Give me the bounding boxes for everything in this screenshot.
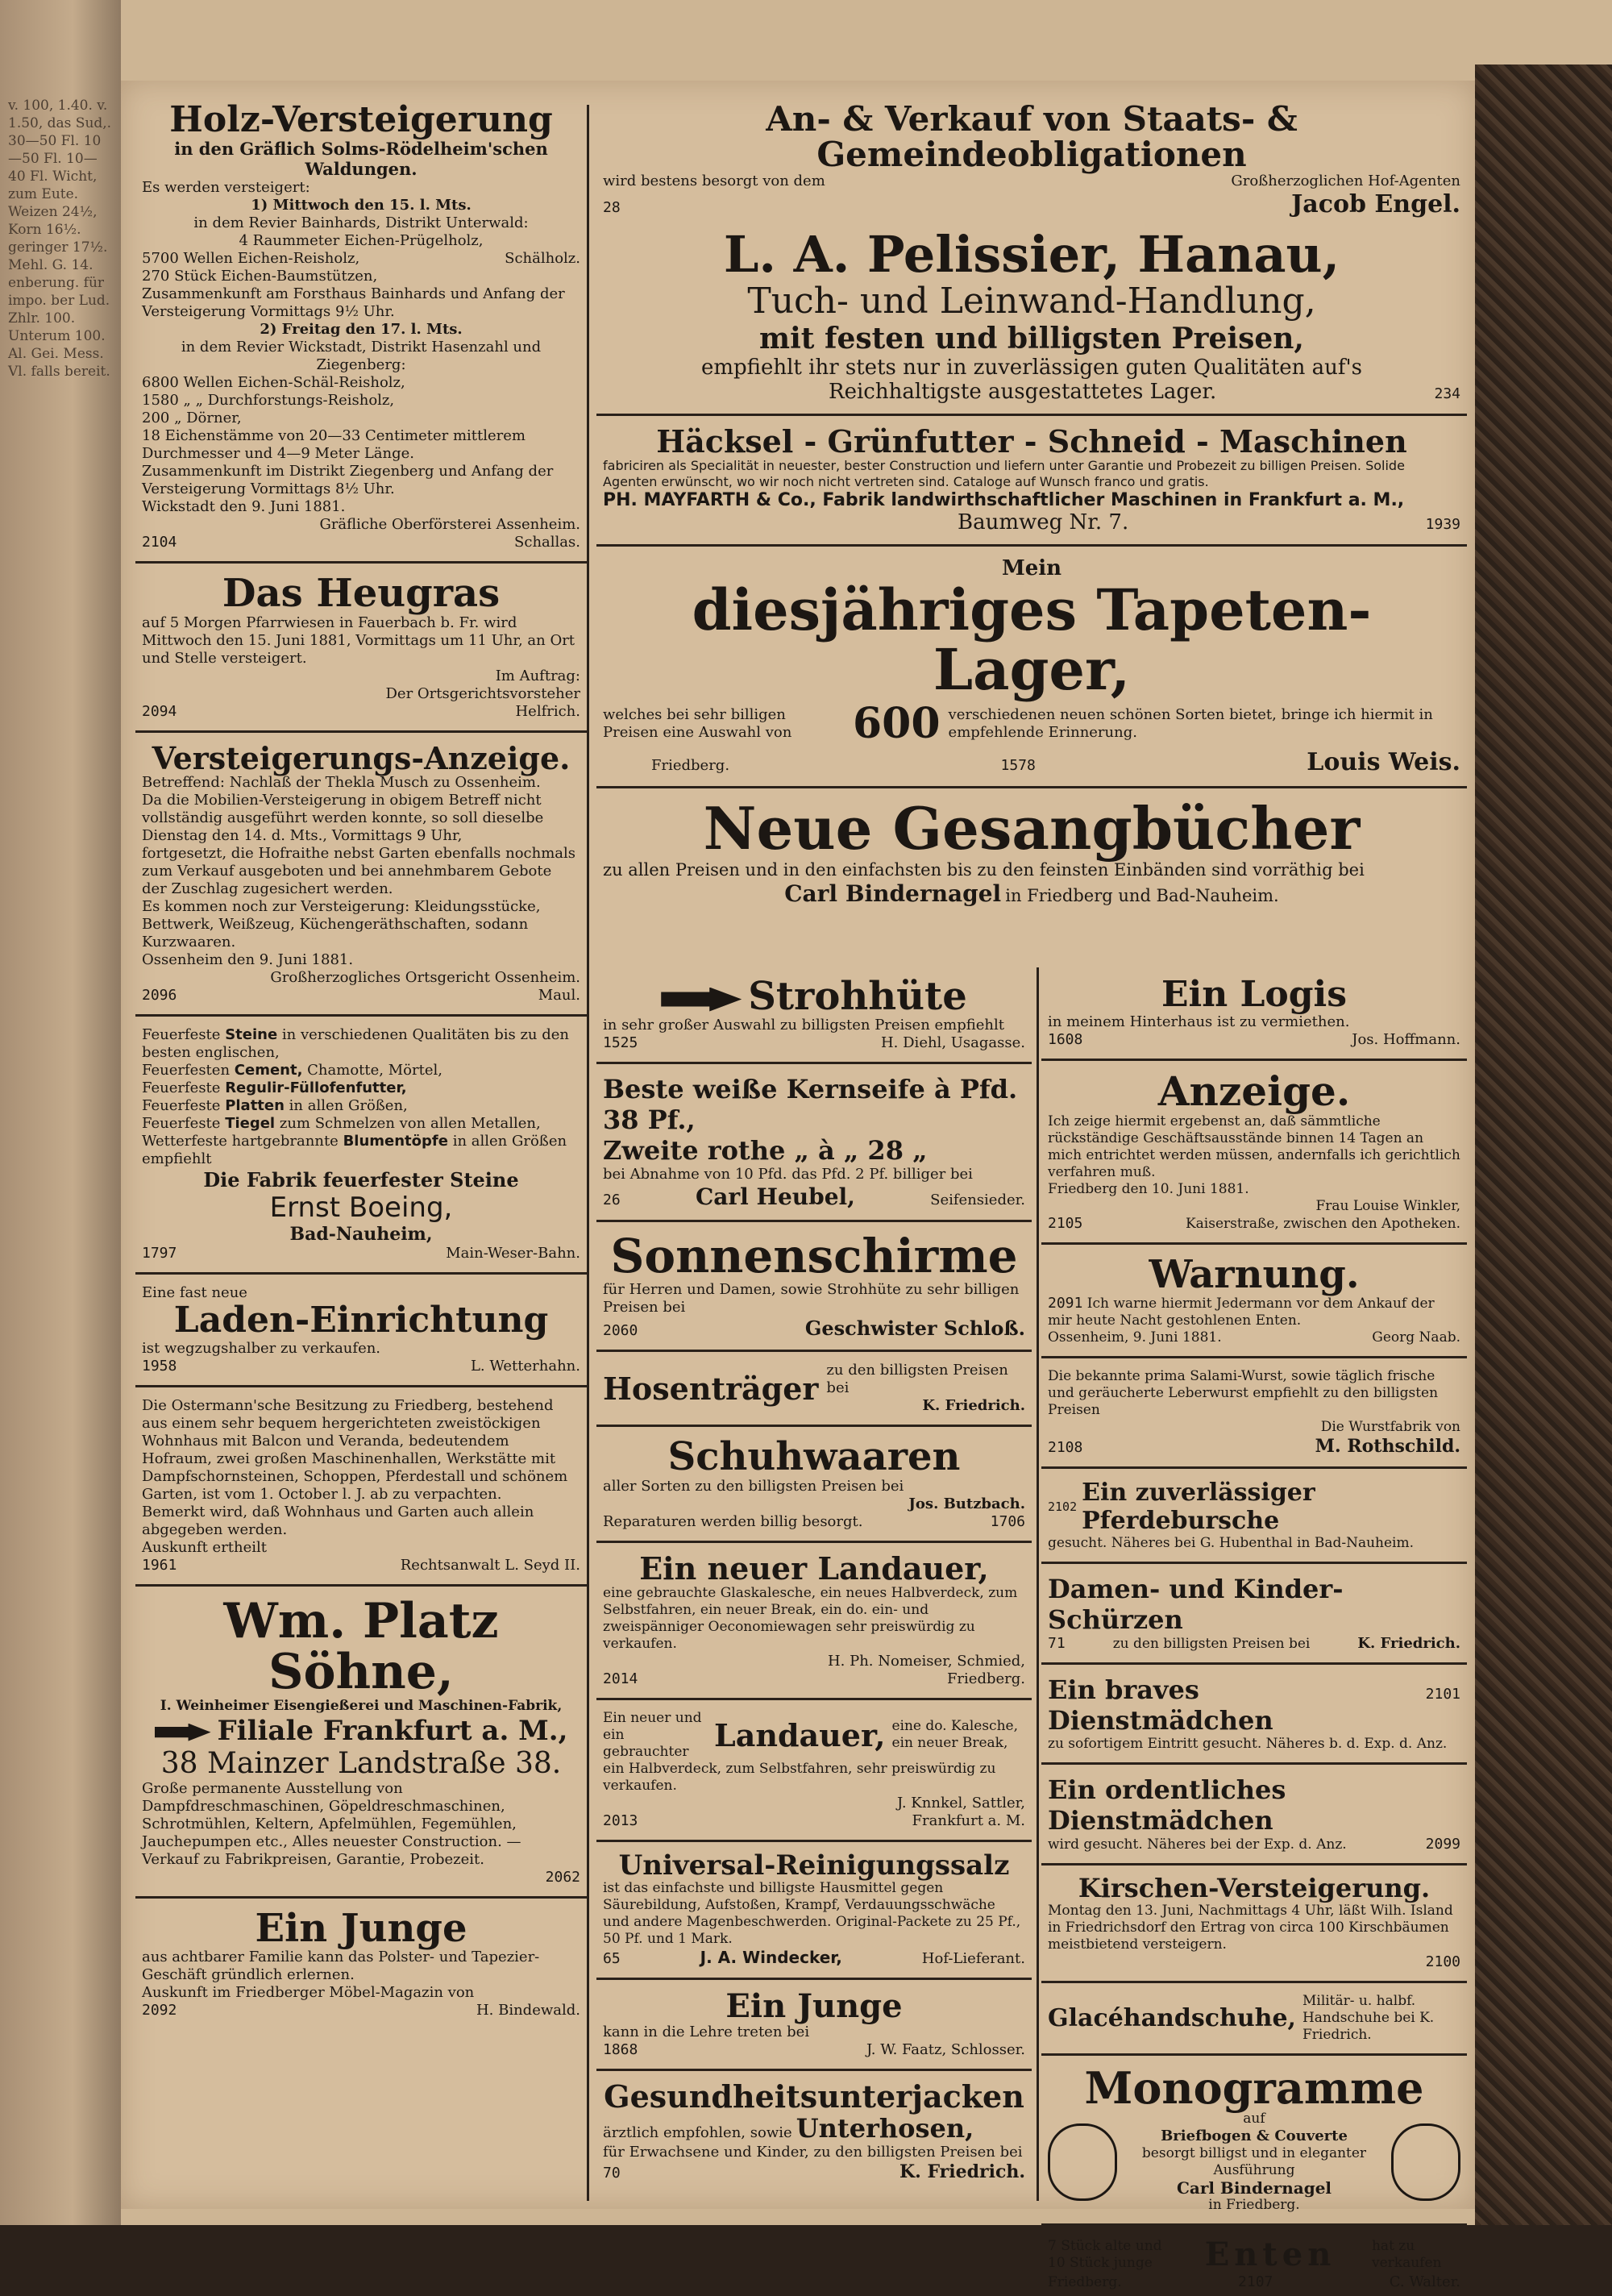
ad-text: Wetterfeste hartgebrannte [142,1133,339,1150]
divider [135,1385,587,1387]
ad-text: zu den billigsten Preisen bei [1112,1636,1311,1653]
ad-text: Zusammenkunft am Forsthaus Bainhards und Anfang der Versteigerung Vormittags 9½ Uhr. [142,285,565,321]
ad-text: Großherzoglichen Hof-Agenten [1231,173,1460,190]
ad-kernseife [596,1069,1032,1215]
ad-company: Jacob Engel. [1291,190,1460,219]
divider [1041,1863,1467,1866]
ad-text: in Friedberg. [1208,2197,1300,2214]
ad-text: Ein neuer und ein gebrauchter [603,1709,702,1760]
ad-text: ein Halbverdeck, zum Selbstfahren, sehr preiswürdig zu verkaufen. [603,1760,996,1794]
column-middle [596,971,1032,2187]
ad-text: 200 „ Dörner, [142,410,242,427]
ad-text: Friedberg den 10. Juni 1881. [1048,1180,1249,1197]
ad-text: besorgt billigst und in eleganter Ausführung [1141,2145,1367,2179]
ad-neuer-landauer [596,1548,1032,1693]
ad-text: Ossenheim, 9. Juni 1881. [1048,1329,1222,1346]
ad-number: 1797 [142,1245,177,1262]
ad-text: Mein [1001,556,1062,581]
ad-text: Im Auftrag: [495,667,580,684]
ad-text: Auskunft ertheilt [142,1538,268,1556]
divider [1041,2223,1467,2226]
ad-hosentraeger [596,1357,1032,1420]
ad-text: zu allen Preisen und in den einfachsten bis zu den feinsten Einbänden sind vorräthig bei [603,859,1365,880]
ad-number: 71 [1048,1635,1066,1653]
ad-gesangbuecher [596,793,1467,912]
ad-text: Es werden versteigert: [142,179,310,197]
ad-number: 2105 [1048,1214,1083,1232]
ad-title: L. A. Pelissier, Hanau, [723,225,1340,285]
ad-staatsobligationen [596,97,1467,223]
ad-text: Regulir-Füllofenfutter, [225,1079,407,1097]
ad-number: 1706 [990,1512,1025,1530]
ad-address: Kaiserstraße, zwischen den Apotheken. [1185,1215,1460,1232]
ad-title: Ein Junge [725,1987,903,2026]
ad-company: Carl Heubel, [695,1183,855,1211]
ad-number: 1608 [1048,1031,1083,1049]
ad-text: in Friedberg und Bad-Nauheim. [1005,885,1279,905]
ad-big-number: 600 [853,699,941,749]
ad-title: Monogramme [1084,2061,1424,2114]
ad-heugras [135,568,587,725]
ad-text: fortgesetzt, die Hofraithe nebst Garten ebenfalls nochmals zum Verkauf ausgeboten und bei annehmbarem Gebote der Zuschlag zugesichert werden. [142,845,575,898]
ad-text: in verschiedenen Qualitäten bis zu den besten englischen, [142,1026,570,1062]
ad-text: für Erwachsene und Kinder, zu den billigsten Preisen bei [603,2144,1023,2161]
ad-company: Carl Bindernagel [1176,2178,1332,2198]
ad-text: Wickstadt den 9. Juni 1881. [142,498,346,516]
ad-number: 2104 [142,534,177,551]
ad-holz-versteigerung [135,97,587,556]
ad-junge-lehre [596,1985,1032,2064]
ad-text: eine do. Kalesche, ein neuer Break, [891,1718,1018,1752]
ad-salami [1041,1363,1467,1462]
ad-text: Großherzogliches Ortsgericht Ossenheim. [270,969,580,987]
divider [596,1541,1032,1543]
ad-address: Baumweg Nr. 7. [958,510,1129,535]
monogram-ornament-icon [1048,2123,1117,2201]
ad-text: Auskunft im Friedberger Möbel-Magazin von [142,1984,475,2002]
ad-company: Ernst Boeing, [269,1192,453,1225]
ad-title: Holz-Versteigerung [169,99,553,140]
ad-title: Sonnenschirme [610,1229,1018,1284]
ad-number: 1525 [603,1034,638,1052]
ad-title: Damen- und Kinder-Schürzen [1048,1574,1344,1636]
ad-glacehandschuhe [1041,1988,1467,2049]
ad-schuhwaaren [596,1432,1032,1535]
ad-title: Beste weiße Kernseife à Pfd. 38 Pf., [603,1074,1018,1136]
divider [596,786,1467,788]
ad-text: Friedberg. [1048,2274,1122,2291]
ad-company: Carl Bindernagel [784,880,1002,907]
ad-anzeige [1041,1066,1467,1237]
ad-text: empfiehlt [142,1150,212,1168]
ad-title: Anzeige. [1157,1067,1351,1116]
ad-text: Briefbogen & Couverte [1161,2128,1348,2145]
ad-text: 18 Eichenstämme von 20—33 Centimeter mittlerem Durchmesser und 4—9 Meter Länge. [142,427,526,463]
ad-text: Reichhaltigste ausgestattetes Lager. [829,380,1217,405]
ad-number: 2094 [142,702,177,720]
ad-text: Reparaturen werden billig besorgt. [603,1512,863,1530]
ad-ordentliches-dienstmaedchen [1041,1770,1467,1858]
ad-signature: H. Ph. Nomeiser, Schmied, [827,1652,1025,1670]
ad-number: 65 [603,1950,621,1968]
ad-text: auf [1243,2111,1265,2128]
ad-text: Filiale Frankfurt a. M., [217,1714,568,1747]
ad-number: 2013 [603,1811,638,1829]
left-page-gutter [0,0,121,2225]
ad-text: 270 Stück Eichen-Baumstützen, [142,268,378,285]
ad-text: wird bestens besorgt von dem [603,173,825,190]
ad-title: Ein Junge [255,1905,467,1951]
column-rule-1 [587,105,589,2201]
ad-text: Es kommen noch zur Versteigerung: Kleidungsstücke, Bettwerk, Weißzeug, Küchengeräthschaften, sodann Kurzwaaren. [142,898,541,951]
ad-text: kann in die Lehre treten bei [603,2024,810,2041]
divider [596,1978,1032,1980]
divider [135,1272,587,1275]
ad-text: in allen Größen [452,1133,567,1150]
ad-title: diesjähriges Tapeten-Lager, [692,576,1372,703]
ad-title: Warnung. [1149,1251,1360,1297]
ad-text: Friedberg. [946,1670,1025,1687]
ad-number: 70 [603,2165,621,2182]
ad-number: 1958 [142,1357,177,1375]
ad-text: Betreffend: Nachlaß der Thekla Musch zu Ossenheim. [142,774,541,792]
book-cover-edge [1475,64,1612,2225]
ad-text: Seifensieder. [930,1192,1025,1209]
ad-title: Neue Gesangbücher [703,794,1361,863]
ad-text: zu den billigsten Preisen bei [826,1362,1008,1397]
ad-signature: J. Knnkel, Sattler, [897,1794,1025,1811]
column-left [135,97,587,2024]
divider [135,561,587,564]
ad-text: in sehr großer Auswahl zu billigsten Preisen empfiehlt [603,1017,1005,1034]
pointing-hand-icon [155,1724,211,1741]
divider [1041,1762,1467,1765]
ad-laden-einrichtung [135,1279,587,1379]
ad-text: 7 Stück alte und 10 Stück junge [1048,2237,1162,2271]
ad-text: wird gesucht. Näheres bei der Exp. d. Anz. [1048,1836,1347,1853]
ad-ein-junge [135,1903,587,2024]
ad-text: Feuerfeste [142,1079,221,1097]
ad-company: Geschwister Schloß. [804,1316,1025,1341]
ad-text: Hof-Lieferant. [921,1950,1025,1968]
ad-text: verschiedenen neuen schönen Sorten bietet, bringe ich hiermit in empfehlende Erinnerung. [948,705,1433,741]
ad-title: Wm. Platz Söhne, [223,1592,499,1700]
ad-title: Hosenträger [603,1370,819,1407]
ad-title: Ein zuverlässiger Pferdebursche [1082,1479,1315,1536]
ad-text: in allen Größen, [289,1097,408,1115]
ad-text: Feuerfeste [142,1097,221,1115]
ad-text: Ich warne hiermit Jedermann vor dem Ankauf der mir heute Nacht gestohlenen Enten. [1048,1296,1435,1329]
ad-number: 2091 [1048,1295,1083,1312]
divider [596,1698,1032,1700]
ad-unterjacken [596,2076,1032,2187]
ad-title: Strohhüte [748,974,967,1019]
divider [596,1840,1032,1842]
ad-text: Große permanente Ausstellung von Dampfdreschmaschinen, Göpeldreschmaschinen, Schrotmühlen, Keltern, Apfelmühlen, Fegemühlen, Jauchepumpen etc., Alles neuester Construction. — Verkauf zu Fabrikpreisen, Garantie, Probezeit. [142,1779,521,1868]
divider [596,414,1467,416]
ad-company: M. Rothschild. [1315,1436,1460,1458]
ad-text: Gräfliche Oberförsterei Assenheim. [319,516,580,534]
ad-text: Montag den 13. Juni, Nachmittags 4 Uhr, läßt Wilh. Island in Friedrichsdorf den Ertrag von circa 100 Kirschbäumen meistbietend versteigern. [1048,1902,1453,1953]
ad-subtitle: I. Weinheimer Eisengießerei und Maschinen-Fabrik, [160,1697,563,1714]
ad-subtitle: in den Gräflich Solms-Rödelheim'schen Waldungen. [174,139,548,180]
ad-text: Militär- u. halbf. Handschuhe bei K. Friedrich. [1302,1992,1435,2043]
ad-number: 2099 [1425,1836,1460,1853]
ad-text: 1580 „ „ Durchforstungs-Reisholz, [142,392,395,410]
ad-subtitle: Tuch- und Leinwand-Handlung, [747,281,1316,322]
ad-text: Chamotte, Mörtel, [307,1062,442,1079]
ad-text: Feuerfesten [142,1062,231,1079]
ad-text: Da die Mobilien-Versteigerung in obigem Betreff nicht vollständig ausgeführt werden konnte, so soll dieselbe Dienstag den 14. d. Mts., Vormittags 9 Uhr, [142,792,544,845]
ad-signature: Jos. Hoffmann. [1352,1031,1460,1049]
ad-text: 4 Raummeter Eichen-Prügelholz, [239,232,484,250]
ad-text: Steine [225,1026,278,1044]
divider [596,2069,1032,2071]
ad-number: 1578 [1000,757,1036,775]
column-rule-2 [1037,967,1039,2201]
ad-text: Ich zeige hiermit ergebenst an, daß sämmtliche rückständige Geschäftsausstände binnen 14 Tagen an mich entrichtet werden müssen, andernfalls ich gerichtlich verfahren muß. [1048,1113,1460,1180]
ad-text: welches bei sehr billigen Preisen eine Auswahl von [603,705,792,741]
ad-landauer-gebraucht [596,1705,1032,1835]
ad-title: Das Heugras [222,571,501,617]
column-right-wide [596,97,1467,912]
ad-title: Ein neuer Landauer, [639,1549,989,1587]
ad-signature: J. W. Faatz, Schlosser. [866,2041,1025,2059]
ad-text: Cement, [234,1062,303,1079]
ad-text: Die bekannte prima Salami-Wurst, sowie täglich frische und geräucherte Leberwurst empfiehlt zu den billigsten Preisen [1048,1368,1439,1419]
ad-text: für Herren und Damen, sowie Strohhüte zu sehr billigen Preisen bei [603,1281,1020,1316]
ad-text: zu sofortigem Eintritt gesucht. Näheres b. d. Exp. d. Anz. [1048,1736,1448,1753]
divider [1041,1059,1467,1061]
ad-text: in meinem Hinterhaus ist zu vermiethen. [1048,1013,1350,1031]
ad-signature: Frau Louise Winkler, [1315,1197,1460,1214]
ad-signature: H. Diehl, Usagasse. [880,1034,1025,1052]
ad-pferdebursche [1041,1474,1467,1557]
ad-number: 2062 [545,1868,580,1886]
divider [596,1425,1032,1427]
ad-warnung [1041,1250,1467,1351]
ad-reinigungssalz [596,1847,1032,1974]
ad-title: Gesundheitsunterjacken [604,2078,1024,2115]
ad-title: Schuhwaaren [667,1434,961,1480]
ad-platz-soehne [135,1591,587,1891]
ad-text: bei Abnahme von 10 Pfd. das Pfd. 2 Pf. billiger bei [603,1166,973,1183]
ad-company: K. Friedrich. [1357,1635,1460,1653]
ad-logis [1041,971,1467,1054]
ad-number: 1939 [1425,516,1460,534]
ad-company: Jos. Butzbach. [908,1495,1025,1512]
ad-text: zum Schmelzen von allen Metallen, [279,1115,541,1133]
ad-text: aller Sorten zu den billigsten Preisen bei [603,1477,904,1495]
ad-ostermann [135,1392,587,1579]
ad-text: Bad-Nauheim, [289,1224,433,1246]
ad-text: in dem Revier Bainhards, Distrikt Unterwald: [193,214,529,232]
ad-title: Ein ordentliches Dienstmädchen [1048,1774,1286,1836]
ad-text: aus achtbarer Familie kann das Polster- und Tapezier-Geschäft gründlich erlernen. [142,1949,540,1984]
ad-text: Main-Weser-Bahn. [446,1245,580,1262]
ad-company: J. A. Windecker, [700,1948,842,1968]
ad-number: 2092 [142,2002,177,2019]
ad-title: Kirschen-Versteigerung. [1078,1873,1431,1904]
ad-title: Ein braves Dienstmädchen [1048,1674,1273,1737]
ad-company: Louis Weis. [1307,748,1460,777]
divider [596,1350,1032,1352]
ad-number: 2014 [603,1670,638,1687]
ad-kirschen-versteigerung [1041,1870,1467,1976]
ad-text: empfiehlt ihr stets nur in zuverlässigen guten Qualitäten auf's [700,356,1363,381]
ad-text: Ossenheim den 9. Juni 1881. [142,951,354,969]
divider [1041,1662,1467,1665]
ad-text: ist das einfachste und billigste Hausmittel gegen Säurebildung, Aufstoßen, Krampf, Verdauungsschwäche und andere Magenbeschwerden. Original-Packete zu 25 Pf., 50 Pf. und 1 Mark. [603,1880,1021,1948]
ad-number: 28 [603,199,621,217]
ad-company: K. Friedrich. [899,2161,1025,2183]
ad-number: 2102 [1048,1499,1078,1515]
ad-monogramme [1041,2061,1467,2219]
ad-number: 2108 [1048,1439,1083,1457]
ad-schuerzen [1041,1569,1467,1658]
ad-text: Die Fabrik feuerfester Steine [203,1168,519,1192]
divider [135,1584,587,1587]
ad-text: Feuerfeste [142,1026,221,1044]
ad-text: gesucht. Näheres bei G. Hubenthal in Bad-Nauheim. [1048,1535,1415,1552]
ad-text: Die Ostermann'sche Besitzung zu Friedberg, bestehend aus einem sehr bequem hergerichteten zweistöckigen Wohnhaus mit Balcon und Veranda, bedeutendem Hofraum, zwei großen Maschinenhallen, Werkstätte mit Dampfschornsteinen, Schoppen, Pferdestall und schönem Garten, ist vom 1. October l. J. ab zu verpachten. [142,1396,568,1503]
divider [1041,1356,1467,1358]
monogram-ornament-icon [1391,2123,1460,2201]
ad-text: 1) Mittwoch den 15. l. Mts. [251,197,472,214]
ad-text: ist wegzugshalber zu verkaufen. [142,1339,381,1357]
ad-signature: Helfrich. [515,702,580,720]
ad-address: 38 Mainzer Landstraße 38. [160,1746,562,1780]
ad-text: Platten [225,1097,285,1115]
ad-number: 2096 [142,987,177,1004]
divider [596,1220,1032,1222]
ad-number: 2100 [1425,1953,1460,1970]
ad-title: Landauer, [714,1716,886,1753]
ad-text: Unterhosen, [796,2113,974,2144]
ad-versteigerungs-anzeige [135,738,587,1010]
divider [1041,1466,1467,1469]
ad-title: Enten [1204,2236,1336,2274]
ad-text: Eine fast neue [142,1284,247,1302]
ad-text: Zusammenkunft im Distrikt Ziegenberg und Anfang der Versteigerung Vormittags 8½ Uhr. [142,463,554,498]
ad-number: 2060 [603,1322,638,1340]
ad-title: Universal-Reinigungssalz [618,1849,1010,1882]
ad-signature: Georg Naab. [1372,1329,1460,1346]
divider [1041,1981,1467,1983]
ad-number: 1961 [142,1556,177,1574]
ad-haeksel-maschinen [596,421,1467,539]
divider [596,544,1467,547]
ad-title: Laden-Einrichtung [173,1300,549,1341]
ad-feuerfeste-steine [135,1021,587,1267]
ad-number: 1868 [603,2041,638,2059]
ad-number: 26 [603,1192,621,1209]
ad-signature: Schallas. [514,534,580,551]
ad-strohhuete [596,971,1032,1057]
ad-text: Feuerfeste [142,1115,221,1133]
divider [596,1062,1032,1064]
ad-text: Bemerkt wird, daß Wohnhaus und Garten auch allein abgegeben werden. [142,1503,534,1538]
ad-signature: H. Bindewald. [476,2002,580,2019]
ad-subtitle: mit festen und billigsten Preisen, [759,322,1304,356]
ad-enten [1041,2231,1467,2296]
ad-title: Versteigerungs-Anzeige. [152,739,571,776]
ad-text: 5700 Wellen Eichen-Reisholz, [142,250,360,268]
ad-tapeten-lager [596,551,1467,781]
ad-text: eine gebrauchte Glaskalesche, ein neues Halbverdeck, zum Selbstfahren, ein neuer Break, ein do. ein- und zweispänniger Oeconomiewagen sehr preiswürdig zu verkaufen. [603,1584,1018,1652]
ad-sonnenschirme [596,1227,1032,1345]
ad-text: hat zu verkaufen [1371,2237,1442,2271]
ad-text: Der Ortsgerichtsvorsteher [385,684,580,702]
ad-number: 234 [1434,385,1460,403]
ad-title: Häcksel - Grünfutter - Schneid - Maschinen [656,423,1407,460]
ad-signature: C. Walter. [1389,2273,1460,2291]
ad-text: fabriciren als Specialität in neuester, bester Construction und liefern unter Garantie und Probezeit zu billigen Preisen. Solide Agenten erwünscht, wo wir noch nicht vertreten sind. Cataloge auf Wunsch franco und gratis. [603,458,1405,490]
ad-title: Zweite rothe „ à „ 28 „ [603,1135,928,1167]
ad-text: Schälholz. [505,250,580,268]
ad-text: Frankfurt a. M. [912,1811,1025,1829]
divider [1041,1242,1467,1245]
ad-signature: L. Wetterhahn. [470,1357,580,1375]
ad-company: PH. MAYFARTH & Co., Fabrik landwirthschaftlicher Maschinen in Frankfurt a. M., [603,490,1405,511]
divider [135,1896,587,1899]
ad-text: Friedberg. [651,757,730,775]
divider [1041,1562,1467,1564]
ad-title: An- & Verkauf von Staats- & Gemeindeobligationen [766,99,1298,175]
ad-company: K. Friedrich. [922,1397,1025,1415]
ad-text: in dem Revier Wickstadt, Distrikt Hasenzahl und Ziegenberg: [181,339,542,374]
ad-text: ärztlich empfohlen, sowie [603,2124,792,2142]
gutter-text: v. 100, 1.40. v. 1.50, das Sud,. 30—50 Fl. 10—50 Fl. 10—40 Fl. Wicht, zum Eute. Weizen 24½, Korn 16½. geringer 17½. Mehl. G. 14. enberung. für impo. ber Lud. Zhlr. 100. Unterum 100. Al. Gei. Mess. Vl. falls bereit. [8,98,112,380]
ad-signature: Maul. [538,987,580,1004]
ad-title: Ein Logis [1161,974,1348,1015]
ad-text: Die Wurstfabrik von [1320,1419,1460,1436]
ad-title: Glacéhandschuhe, [1048,2003,1296,2032]
column-right [1041,971,1467,2296]
ad-number: 2101 [1425,1686,1460,1703]
ad-braves-dienstmaedchen [1041,1670,1467,1757]
divider [1041,2053,1467,2056]
ad-text: 2) Freitag den 17. l. Mts. [260,321,463,339]
ad-pelissier [596,223,1467,409]
ad-text: Tiegel [225,1115,276,1133]
ad-text: Blumentöpfe [343,1133,448,1150]
ad-text: 6800 Wellen Eichen-Schäl-Reisholz, [142,374,405,392]
pointing-hand-icon [661,988,742,1012]
ad-number: 2107 [1238,2273,1273,2291]
ad-text: auf 5 Morgen Pfarrwiesen in Fauerbach b. Fr. wird Mittwoch den 15. Juni 1881, Vormittags um 11 Uhr, an Ort und Stelle versteigert. [142,614,575,667]
ad-signature: Rechtsanwalt L. Seyd II. [400,1556,580,1574]
divider [135,730,587,733]
divider [135,1014,587,1017]
